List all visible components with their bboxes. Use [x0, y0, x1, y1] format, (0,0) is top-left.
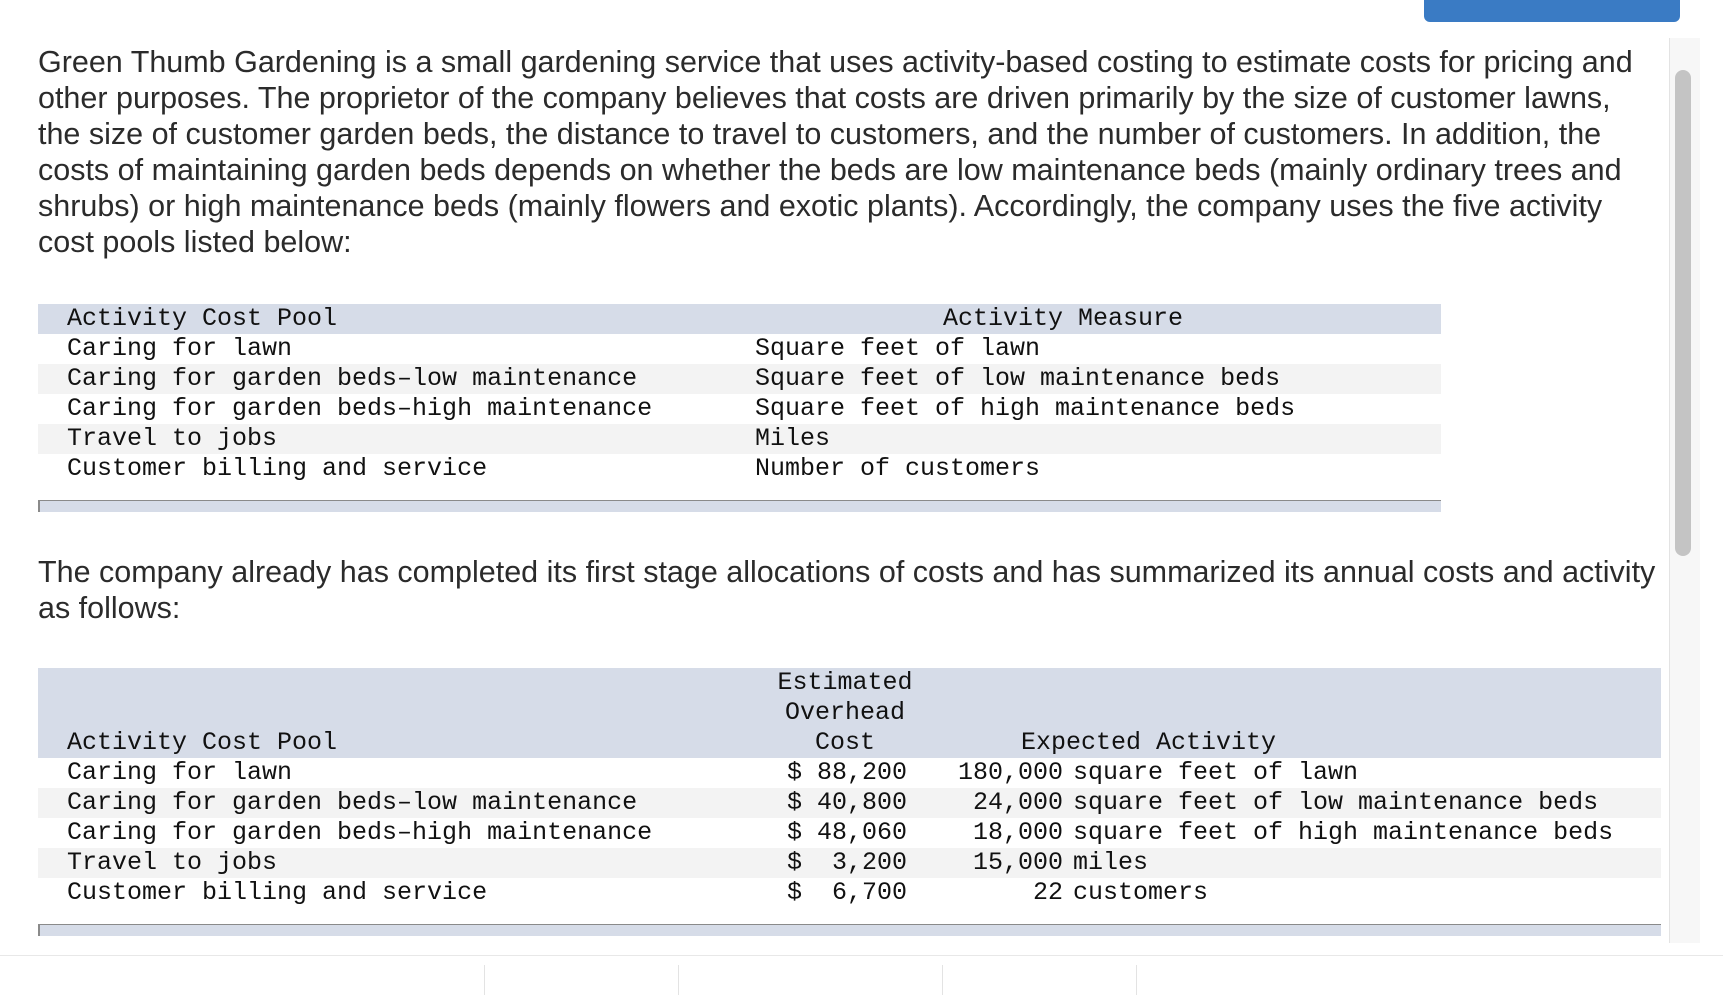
table-row — [38, 878, 1661, 908]
intro-paragraph: Green Thumb Gardening is a small gardening service that uses activity-based costing to estimate costs for pricing and other purposes. The proprietor of the company believes that costs are driven primarily by the size of customer lawns, the size of customer garden beds, the distance to travel to customers, and the number of customers. In addition, the costs of maintaining garden beds depends on whether the beds are low maintenance beds (mainly ordinary trees and shrubs) or high maintenance beds (mainly flowers and exotic plants). Accordingly, the company uses the five activity cost pools listed below: — [38, 45, 1633, 259]
header-activity-measure: Activity Measure — [943, 304, 1184, 333]
measure-cell: Square feet of lawn — [755, 334, 1041, 363]
table-row — [38, 788, 1661, 818]
unit-cell: miles — [1073, 848, 1149, 877]
quantity-cell: 15,000 — [972, 848, 1063, 877]
table-row — [38, 424, 1441, 454]
table-header-row — [38, 698, 1661, 728]
cost-cell: $ 3,200 — [787, 848, 908, 877]
quantity-cell: 22 — [1032, 878, 1063, 907]
table-row — [38, 334, 1441, 364]
measure-cell: Number of customers — [755, 454, 1041, 483]
unit-cell: square feet of high maintenance beds — [1073, 818, 1614, 847]
cost-pool-cell: Caring for garden beds–low maintenance — [67, 364, 638, 393]
scrollbar-thumb[interactable] — [1675, 70, 1691, 556]
cost-cell: $ 88,200 — [787, 758, 908, 787]
table-footer-divider — [38, 924, 1661, 936]
quantity-cell: 18,000 — [972, 818, 1063, 847]
footer-bar — [0, 955, 1723, 995]
cost-pool-cell: Caring for garden beds–high maintenance — [67, 818, 653, 847]
table-row — [38, 364, 1441, 394]
cost-pool-cell: Travel to jobs — [67, 424, 278, 453]
header-activity-cost-pool: Activity Cost Pool — [67, 304, 338, 333]
summary-paragraph: The company already has completed its first stage allocations of costs and has summarized its annual costs and activity as follows: — [38, 555, 1656, 625]
cost-cell: $ 48,060 — [787, 818, 908, 847]
table-row — [38, 758, 1661, 788]
table-footer-divider — [38, 500, 1441, 512]
header-activity-cost-pool: Activity Cost Pool — [67, 728, 338, 757]
header-cost-line2: Overhead — [784, 698, 906, 727]
footer-divider — [1136, 965, 1137, 995]
cost-pool-cell: Travel to jobs — [67, 848, 278, 877]
header-cost-line1: Estimated — [777, 668, 913, 697]
unit-cell: customers — [1073, 878, 1209, 907]
table-header-row — [38, 304, 1441, 334]
header-cost-line3: Cost — [814, 728, 875, 757]
activity-measure-table — [38, 304, 1441, 484]
unit-cell: square feet of lawn — [1073, 758, 1359, 787]
footer-divider — [484, 965, 485, 995]
measure-cell: Square feet of high maintenance beds — [755, 394, 1296, 423]
table-row — [38, 394, 1441, 424]
unit-cell: square feet of low maintenance beds — [1073, 788, 1599, 817]
cost-pool-cell: Caring for garden beds–high maintenance — [67, 394, 653, 423]
cost-pool-cell: Caring for lawn — [67, 758, 293, 787]
cost-pool-cell: Caring for garden beds–low maintenance — [67, 788, 638, 817]
cost-activity-table — [38, 668, 1661, 908]
table-header-row — [38, 728, 1661, 758]
quantity-cell: 180,000 — [957, 758, 1063, 787]
check-my-work-button[interactable] — [1424, 0, 1680, 22]
measure-cell: Miles — [755, 424, 831, 453]
table-header-row — [38, 668, 1661, 698]
footer-divider — [678, 965, 679, 995]
problem-content — [38, 44, 1656, 907]
cost-pool-cell: Customer billing and service — [67, 878, 488, 907]
table-row — [38, 454, 1441, 484]
cost-cell: $ 40,800 — [787, 788, 908, 817]
cost-pool-cell: Caring for lawn — [67, 334, 293, 363]
header-expected-activity: Expected Activity — [1021, 728, 1277, 757]
cost-cell: $ 6,700 — [787, 878, 908, 907]
table-row — [38, 848, 1661, 878]
table-row — [38, 818, 1661, 848]
quantity-cell: 24,000 — [972, 788, 1063, 817]
measure-cell: Square feet of low maintenance beds — [755, 364, 1281, 393]
footer-divider — [942, 965, 943, 995]
cost-pool-cell: Customer billing and service — [67, 454, 488, 483]
